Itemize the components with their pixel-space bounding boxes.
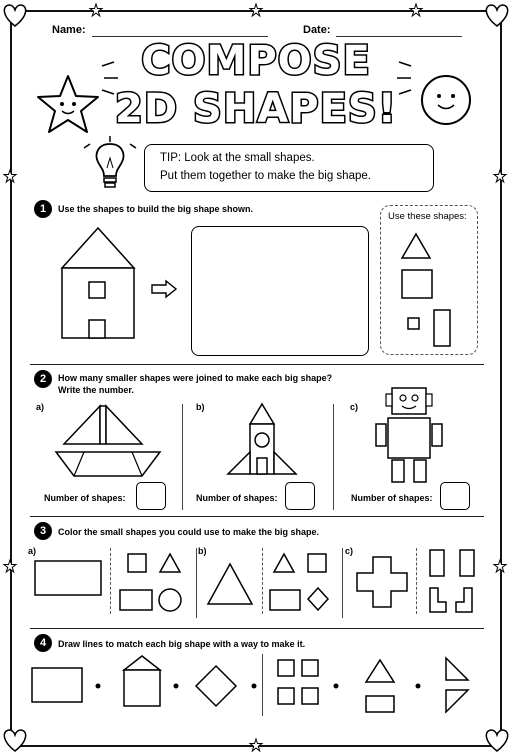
tip-line-1: TIP: Look at the small shapes.	[160, 152, 315, 164]
option-shapes-b[interactable]	[268, 552, 336, 616]
section-3-instruction: Color the small shapes you could use to make the big shape.	[58, 527, 320, 537]
date-label: Date:	[303, 24, 331, 36]
star-face-icon	[36, 74, 100, 134]
rocket-shape	[224, 402, 300, 478]
column-divider	[342, 548, 343, 618]
column-divider	[196, 548, 197, 618]
answer-box-a[interactable]	[136, 482, 166, 510]
sparkle-lines	[80, 134, 140, 154]
column-divider	[333, 404, 334, 510]
item-letter-a: a)	[28, 546, 37, 556]
answer-box-b[interactable]	[285, 482, 315, 510]
column-divider	[262, 654, 263, 716]
item-letter-b: b)	[198, 546, 207, 556]
star-icon	[494, 170, 506, 182]
divider	[30, 628, 484, 629]
section-number-1: 1	[34, 200, 52, 218]
name-field[interactable]	[92, 36, 268, 37]
heart-icon	[482, 0, 512, 30]
star-icon	[250, 4, 262, 16]
section-number-4: 4	[34, 634, 52, 652]
answer-label-b: Number of shapes:	[196, 493, 278, 503]
section-2-instruction-2: Write the number.	[58, 385, 134, 395]
section-number-3: 3	[34, 522, 52, 540]
shape-bank-label: Use these shapes:	[388, 211, 467, 222]
answer-label-c: Number of shapes:	[351, 493, 433, 503]
option-shapes-a[interactable]	[116, 552, 192, 616]
cross-shape	[356, 556, 408, 608]
title-line-1: COMPOSE	[141, 38, 371, 84]
option-shapes-c[interactable]	[426, 548, 486, 616]
tip-line-2: Put them together to make the big shape.	[160, 170, 371, 182]
heart-icon	[0, 725, 30, 755]
house-shape	[60, 226, 136, 340]
answer-label-a: Number of shapes:	[44, 493, 126, 503]
date-field[interactable]	[336, 36, 462, 37]
arrow-right-icon	[150, 280, 178, 298]
heart-icon	[0, 0, 30, 30]
rectangle-shape	[34, 560, 102, 596]
item-letter-c: c)	[345, 546, 354, 556]
sailboat-shape	[54, 404, 164, 482]
star-icon	[4, 560, 16, 572]
build-area-box[interactable]	[191, 226, 369, 356]
dashed-divider	[262, 548, 263, 614]
star-icon	[250, 739, 262, 751]
column-divider	[182, 404, 183, 510]
item-letter-a: a)	[36, 402, 45, 412]
star-icon	[410, 4, 422, 16]
star-icon	[4, 170, 16, 182]
title-line-2: 2D SHAPES!	[115, 86, 397, 132]
dashed-divider	[416, 548, 417, 614]
heart-icon	[482, 725, 512, 755]
shape-bank-shapes	[396, 230, 466, 350]
name-label: Name:	[52, 24, 86, 36]
item-letter-c: c)	[350, 402, 359, 412]
item-letter-b: b)	[196, 402, 205, 412]
divider	[30, 516, 484, 517]
section-2-instruction-1: How many smaller shapes were joined to make each big shape?	[58, 373, 333, 383]
match-options	[270, 656, 478, 716]
triangle-shape	[206, 562, 254, 606]
star-icon	[494, 560, 506, 572]
dashed-divider	[110, 548, 111, 614]
sparkle-lines	[395, 60, 415, 100]
match-big-shapes	[30, 654, 256, 714]
answer-box-c[interactable]	[440, 482, 470, 510]
robot-shape	[374, 384, 444, 484]
divider	[30, 364, 484, 365]
section-4-instruction: Draw lines to match each big shape with a way to make it.	[58, 639, 306, 649]
star-icon	[90, 4, 102, 16]
sparkle-lines	[100, 60, 120, 100]
section-number-2: 2	[34, 370, 52, 388]
sun-face-icon	[418, 72, 474, 128]
section-1-instruction: Use the shapes to build the big shape shown.	[58, 204, 254, 214]
